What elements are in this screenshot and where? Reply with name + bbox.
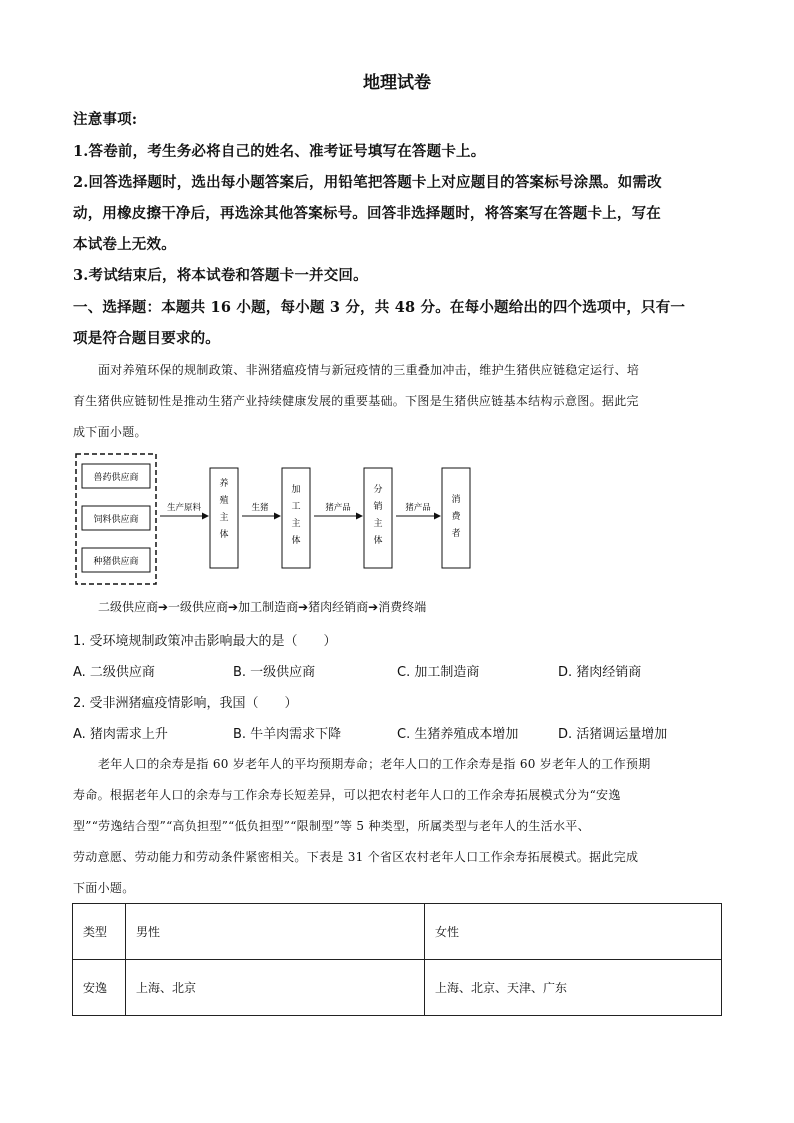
- passage2-line: 寿命。根据老年人口的余寿与工作余寿长短差异，可以把农村老年人口的工作余寿拓展模式分为“安逸: [73, 788, 621, 802]
- chain-caption: 二级供应商➔一级供应商➔加工制造商➔猪肉经销商➔消费终端: [98, 600, 427, 614]
- node-label: 养殖主体: [219, 479, 229, 540]
- q2-option-a: A. 猪肉需求上升: [73, 727, 168, 742]
- q2-option-b: B. 牛羊肉需求下降: [233, 727, 342, 742]
- flow-label: 生产原料: [166, 503, 202, 513]
- q1-option-b: B. 一级供应商: [233, 665, 316, 680]
- data-table: [72, 903, 722, 1016]
- passage1-line: 面对养殖环保的规制政策、非洲猪瘟疫情与新冠疫情的三重叠加冲击，维护生猪供应链稳定运行、培: [98, 363, 640, 377]
- q1-option-d: D. 猪肉经销商: [558, 665, 642, 680]
- table-row: [73, 960, 722, 1016]
- table-cell: 安逸: [73, 960, 126, 1016]
- notice-item: 1.答卷前，考生务必将自己的姓名、准考证号填写在答题卡上。: [73, 143, 486, 160]
- passage2-line: 老年人口的余寿是指 60 岁老年人的平均预期寿命；老年人口的工作余寿是指 60 岁老年人的工作预期: [98, 757, 651, 771]
- flow-label: 生猪: [251, 503, 269, 513]
- node-label: 消费者: [451, 495, 461, 539]
- section-heading-cont: 项是符合题目要求的。: [73, 330, 220, 347]
- passage1-line: 成下面小题。: [73, 425, 147, 439]
- notice-heading: 注意事项:: [73, 111, 138, 128]
- notice-item: 本试卷上无效。: [73, 236, 176, 253]
- notice-item: 动，用橡皮擦干净后，再选涂其他答案标号。回答非选择题时，将答案写在答题卡上，写在: [73, 205, 661, 222]
- q2-option-d: D. 活猪调运量增加: [558, 727, 668, 742]
- passage2-line: 劳动意愿、劳动能力和劳动条件紧密相关。下表是 31 个省区农村老年人口工作余寿拓展模式。据此完成: [73, 850, 639, 864]
- passage1-line: 育生猪供应链韧性是推动生猪产业持续健康发展的重要基础。下图是生猪供应链基本结构示意图。据此完: [73, 394, 639, 408]
- notice-item: 3.考试结束后，将本试卷和答题卡一并交回。: [73, 267, 368, 284]
- supplier-label: 兽药供应商: [93, 473, 139, 483]
- supply-chain-diagram: [74, 452, 484, 588]
- table-header-row: [73, 904, 722, 960]
- supplier-label: 饲料供应商: [93, 515, 139, 525]
- passage2-line: 下面小题。: [73, 881, 135, 895]
- node-label: 分销主体: [373, 485, 383, 546]
- question-2: 2. 受非洲猪瘟疫情影响，我国（ ）: [73, 696, 298, 711]
- q1-option-c: C. 加工制造商: [397, 665, 480, 680]
- node-box: [364, 468, 392, 568]
- table-cell: 上海、北京、天津、广东: [425, 960, 722, 1016]
- q1-option-a: A. 二级供应商: [73, 665, 155, 680]
- flow-label: 猪产品: [325, 503, 351, 513]
- supplier-label: 种猪供应商: [93, 557, 139, 567]
- table-header-cell: 类型: [73, 904, 126, 960]
- node-box: [282, 468, 310, 568]
- notice-item: 2.回答选择题时，选出每小题答案后，用铅笔把答题卡上对应题目的答案标号涂黑。如需改: [73, 174, 662, 191]
- question-1: 1. 受环境规制政策冲击影响最大的是（ ）: [73, 634, 337, 649]
- passage2-line: 型”“劳逸结合型”“高负担型”“低负担型”“限制型”等 5 种类型，所属类型与老年人的生活水平、: [73, 819, 590, 833]
- section-heading: 一、选择题：本题共 16 小题，每小题 3 分，共 48 分。在每小题给出的四个选项中，只有一: [73, 299, 686, 316]
- table-cell: 上海、北京: [126, 960, 425, 1016]
- page-title: 地理试卷: [363, 73, 431, 93]
- node-label: 加工主体: [291, 485, 301, 546]
- flow-label: 猪产品: [405, 503, 431, 513]
- q2-option-c: C. 生猪养殖成本增加: [397, 727, 519, 742]
- table-header-cell: 男性: [126, 904, 425, 960]
- table-header-cell: 女性: [425, 904, 722, 960]
